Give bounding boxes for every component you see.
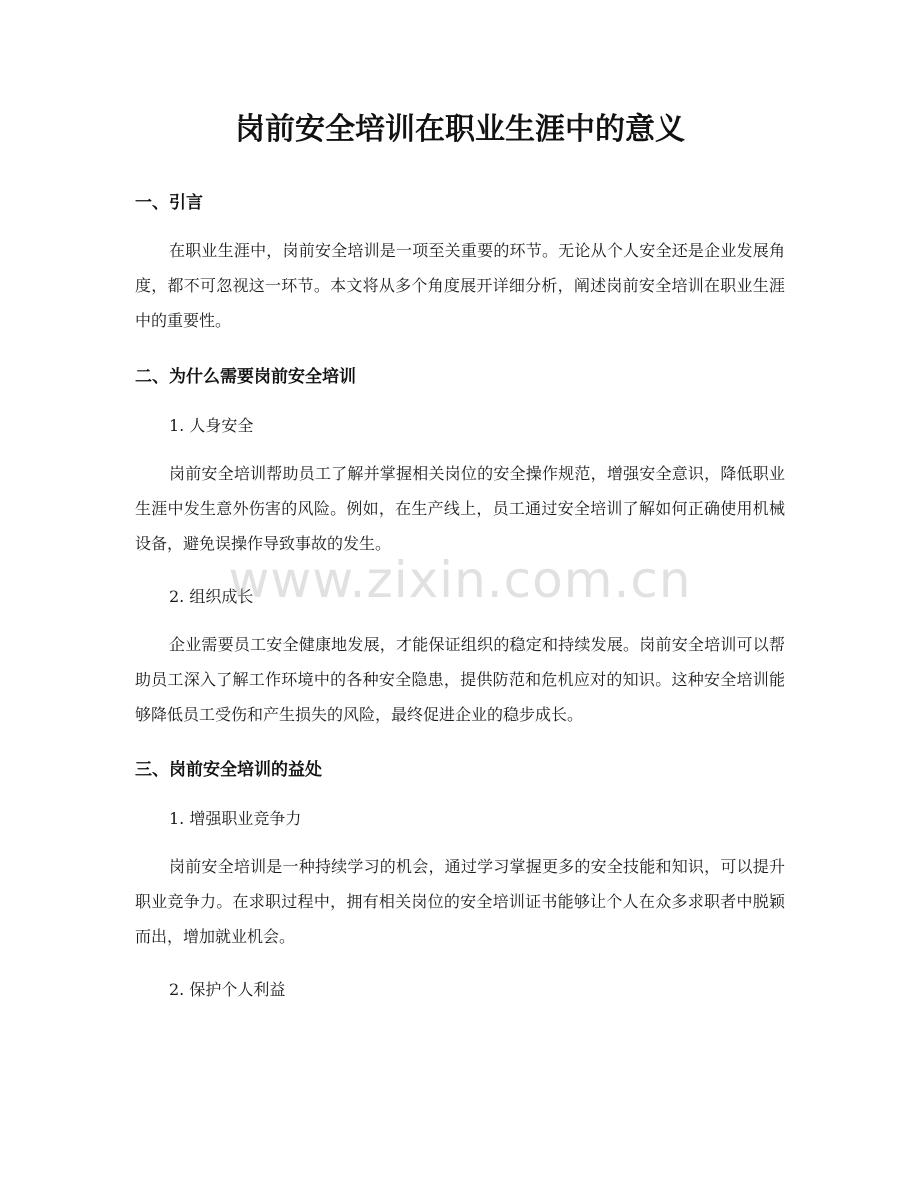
section-heading-intro: 一、引言 [135, 193, 203, 213]
personal-safety-paragraph: 岗前安全培训帮助员工了解并掌握相关岗位的安全操作规范，增强安全意识，降低职业生涯中发生意外伤害的风险。例如，在生产线上，员工通过安全培训了解如何正确使用机械设备，避免误操作导致事故的发生。 [135, 464, 785, 553]
competitiveness-paragraph: 岗前安全培训是一种持续学习的机会，通过学习掌握更多的安全技能和知识，可以提升职业竞争力。在求职过程中，拥有相关岗位的安全培训证书能够让个人在众多求职者中脱颖而出，增加就业机会。 [135, 857, 785, 946]
section-heading-benefits: 三、岗前安全培训的益处 [135, 760, 322, 780]
subheading-org-growth: 2. 组织成长 [169, 587, 254, 606]
subheading-personal-interest: 2. 保护个人利益 [169, 980, 286, 999]
subheading-personal-safety: 1. 人身安全 [169, 416, 254, 435]
intro-paragraph: 在职业生涯中，岗前安全培训是一项至关重要的环节。无论从个人安全还是企业发展角度，都不可忽视这一环节。本文将从多个角度展开详细分析，阐述岗前安全培训在职业生涯中的重要性。 [135, 241, 785, 330]
document-title: 岗前安全培训在职业生涯中的意义 [235, 112, 685, 147]
watermark: www.zixin.com.cn [228, 551, 692, 609]
org-growth-paragraph: 企业需要员工安全健康地发展，才能保证组织的稳定和持续发展。岗前安全培训可以帮助员工深入了解工作环境中的各种安全隐患，提供防范和危机应对的知识。这种安全培训能够降低员工受伤和产生损失的风险，最终促进企业的稳步成长。 [135, 635, 785, 724]
section-heading-why: 二、为什么需要岗前安全培训 [135, 367, 356, 387]
subheading-competitiveness: 1. 增强职业竞争力 [169, 809, 302, 828]
